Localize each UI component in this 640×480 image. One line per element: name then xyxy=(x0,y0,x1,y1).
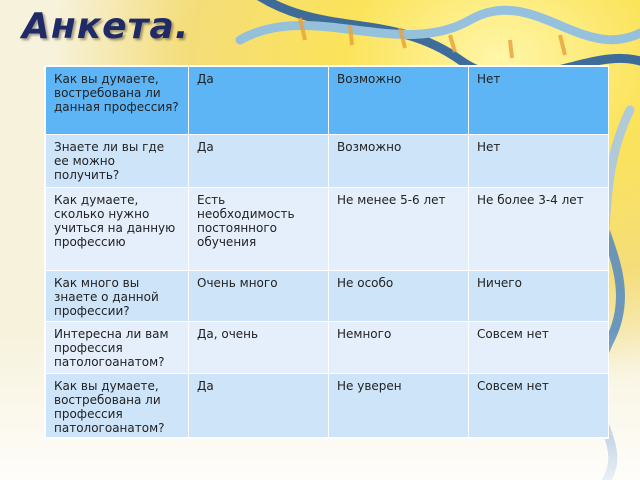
table-row xyxy=(46,67,609,135)
table-row xyxy=(46,271,609,322)
table-row xyxy=(46,135,609,188)
answer-cell: Не более 3-4 лет xyxy=(469,188,609,271)
answer-cell: Не менее 5-6 лет xyxy=(329,188,469,271)
answer-cell: Немного xyxy=(329,322,469,374)
question-cell: Интересна ли вам профессия патологоанатом? xyxy=(46,322,189,374)
question-cell: Как вы думаете, востребована ли данная профессия? xyxy=(46,67,189,135)
question-cell: Как вы думаете, востребована ли профессия патологоанатом? xyxy=(46,374,189,438)
answer-cell: Нет xyxy=(469,67,609,135)
answer-cell: Совсем нет xyxy=(469,322,609,374)
answer-cell: Не уверен xyxy=(329,374,469,438)
question-cell: Знаете ли вы где ее можно получить? xyxy=(46,135,189,188)
answer-cell: Совсем нет xyxy=(469,374,609,438)
answer-cell: Очень много xyxy=(189,271,329,322)
table-row xyxy=(46,322,609,374)
table-row xyxy=(46,188,609,271)
answer-cell: Ничего xyxy=(469,271,609,322)
answer-cell: Есть необходимость постоянного обучения xyxy=(189,188,329,271)
answer-cell: Да xyxy=(189,374,329,438)
survey-table xyxy=(45,66,609,438)
question-cell: Как думаете, сколько нужно учиться на данную профессию xyxy=(46,188,189,271)
answer-cell: Возможно xyxy=(329,67,469,135)
answer-cell: Да, очень xyxy=(189,322,329,374)
table-row xyxy=(46,374,609,438)
answer-cell: Да xyxy=(189,67,329,135)
survey-table-container xyxy=(45,66,608,438)
slide-title: Анкета. xyxy=(22,6,190,47)
answer-cell: Не особо xyxy=(329,271,469,322)
answer-cell: Возможно xyxy=(329,135,469,188)
answer-cell: Да xyxy=(189,135,329,188)
question-cell: Как много вы знаете о данной профессии? xyxy=(46,271,189,322)
answer-cell: Нет xyxy=(469,135,609,188)
